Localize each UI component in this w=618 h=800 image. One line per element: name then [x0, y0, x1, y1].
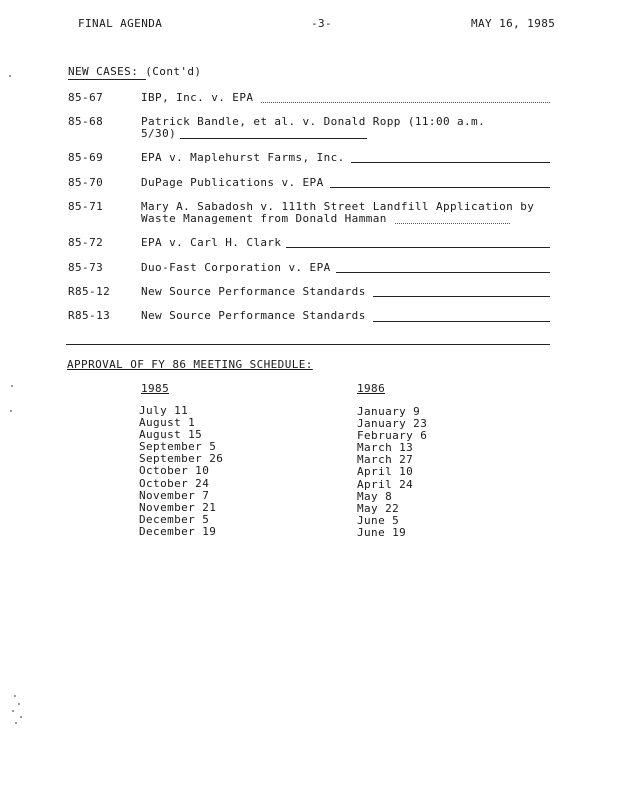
case-title-line2: 5/30)	[141, 127, 177, 140]
meeting-date: January 23	[357, 417, 428, 431]
case-title: Mary A. Sabadosh v. 111th Street Landfill Application by	[141, 200, 535, 213]
meeting-date: March 13	[357, 441, 414, 455]
case-title: IBP, Inc. v. EPA	[141, 91, 254, 104]
schedule-dates-1986	[357, 406, 427, 539]
case-number: R85-13	[68, 309, 111, 322]
scan-speck	[15, 722, 17, 724]
meeting-date: December 5	[139, 512, 210, 526]
case-title: EPA v. Maplehurst Farms, Inc.	[141, 151, 345, 164]
scan-speck	[14, 695, 16, 697]
case-number: 85-69	[68, 151, 104, 164]
case-number: R85-12	[68, 285, 111, 298]
case-number: 85-73	[68, 261, 104, 274]
case-number: 85-70	[68, 176, 104, 189]
meeting-date: June 19	[357, 525, 407, 539]
case-title: DuPage Publications v. EPA	[141, 176, 324, 189]
meeting-date: March 27	[357, 453, 414, 467]
case-title: New Source Performance Standards	[141, 309, 366, 322]
case-fill-line	[373, 296, 550, 297]
case-fill-line	[261, 102, 550, 103]
case-fill-line	[180, 138, 367, 139]
case-title: Duo-Fast Corporation v. EPA	[141, 261, 331, 274]
meeting-date: November 7	[139, 488, 210, 502]
meeting-date: October 24	[139, 476, 210, 490]
meeting-date: December 19	[139, 524, 217, 538]
schedule-dates-1985	[139, 405, 223, 538]
meeting-date: April 24	[357, 477, 414, 491]
case-fill-line	[336, 272, 550, 273]
scan-speck	[11, 385, 13, 387]
scan-speck	[20, 716, 22, 718]
case-title: New Source Performance Standards	[141, 285, 366, 298]
new-cases-heading: NEW CASES: (Cont'd)	[68, 65, 202, 78]
header-left: FINAL AGENDA	[78, 17, 163, 30]
case-fill-line	[395, 223, 510, 224]
case-title: EPA v. Carl H. Clark	[141, 236, 282, 249]
case-number: 85-72	[68, 236, 104, 249]
meeting-date: September 26	[139, 452, 224, 466]
case-fill-line	[373, 321, 550, 322]
meeting-date: May 8	[357, 489, 393, 503]
meeting-date: September 5	[139, 440, 217, 454]
scan-speck	[18, 703, 20, 705]
meeting-date: April 10	[357, 465, 414, 479]
scan-speck	[9, 75, 11, 77]
case-title: Patrick Bandle, et al. v. Donald Ropp (11:00 a.m.	[141, 115, 486, 128]
meeting-date: January 9	[357, 405, 421, 418]
case-number: 85-68	[68, 115, 104, 128]
meeting-date: August 15	[139, 428, 203, 442]
meeting-date: June 5	[357, 513, 400, 527]
heading-underline	[68, 79, 146, 80]
scan-speck	[12, 710, 14, 712]
case-number: 85-67	[68, 91, 104, 104]
meeting-date: August 1	[139, 416, 196, 430]
schedule-year-1985: 1985	[141, 382, 170, 395]
schedule-year-1986: 1986	[357, 382, 386, 395]
case-fill-line	[330, 187, 550, 188]
case-title-line2: Waste Management from Donald Hamman	[141, 212, 387, 225]
approval-heading: APPROVAL OF FY 86 MEETING SCHEDULE:	[67, 358, 313, 371]
meeting-date: July 11	[139, 404, 189, 417]
meeting-date: May 22	[357, 501, 400, 515]
page-number: -3-	[311, 17, 333, 30]
meeting-date: February 6	[357, 429, 428, 443]
case-fill-line	[286, 247, 550, 248]
header-date: MAY 16, 1985	[471, 17, 556, 30]
case-fill-line	[351, 162, 550, 163]
case-number: 85-71	[68, 200, 104, 213]
section-divider	[66, 344, 550, 345]
scan-speck	[10, 410, 12, 412]
meeting-date: November 21	[139, 500, 217, 514]
meeting-date: October 10	[139, 464, 210, 478]
